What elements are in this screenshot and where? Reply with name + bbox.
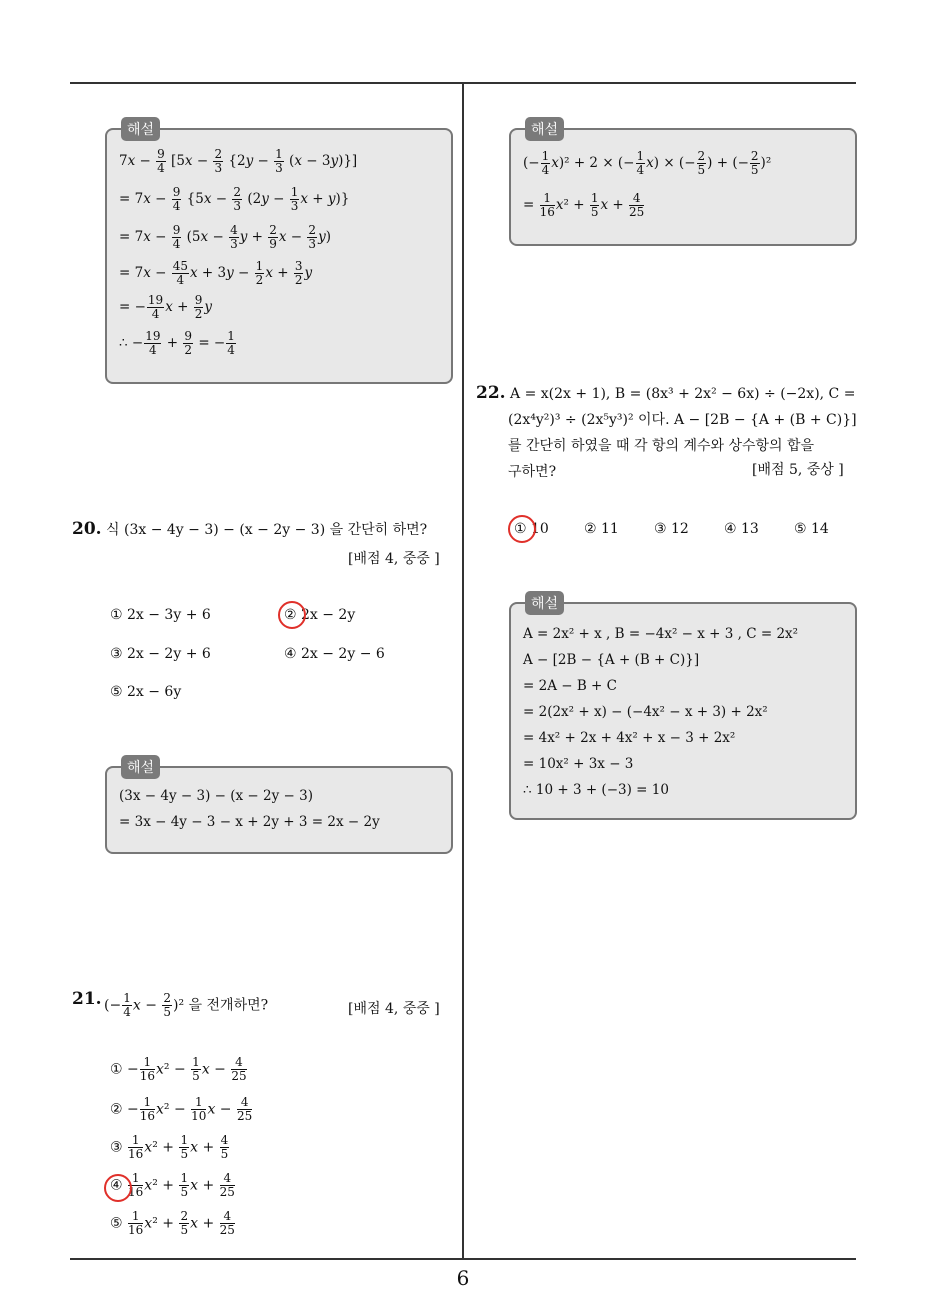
solution-label: 해설 — [525, 591, 564, 615]
q20-solution-line: = 3x − 4y − 3 − x + 2y + 3 = 2x − 2y — [119, 814, 380, 830]
q21-meta: [배점 4, 중중 ] — [348, 1001, 440, 1017]
q21-question — [72, 986, 102, 1013]
solution-label: 해설 — [525, 117, 564, 141]
q21-choice-1[interactable]: ① − $\frac{1}{16}$ x² − $\frac{1}{5}$ x − $\frac{4}{25}$ — [110, 1055, 247, 1083]
q22-choice-5[interactable]: ⑤ 14 — [794, 521, 829, 537]
q22-choice-2[interactable]: ② 11 — [584, 521, 619, 537]
q20-choice-2[interactable]: ② 2x − 2y — [284, 607, 356, 623]
q22-solution-line: = 10x² + 3x − 3 — [523, 756, 634, 772]
q22-solution-line: = 4x² + 2x + 4x² + x − 3 + 2x² — [523, 730, 736, 746]
bottom-rule — [70, 1258, 856, 1260]
q21-choice-5[interactable]: ⑤ $\frac{1}{16}$ x² + $\frac{2}{5}$ x + $\frac{4}{25}$ — [110, 1209, 235, 1237]
q20-meta: [배점 4, 중중 ] — [348, 551, 440, 567]
q19-solution-line: 7x − $\frac{9}{4}$ [5x − $\frac{2}{3}$ {2y − $\frac{1}{3}$ (x − 3y)}] — [119, 147, 358, 175]
column-divider — [462, 84, 464, 1260]
q22-choice-1[interactable]: ① 10 — [514, 521, 549, 537]
page-number: 6 — [456, 1266, 470, 1290]
q22-solution-box — [509, 596, 857, 820]
q22-choice-3[interactable]: ③ 12 — [654, 521, 689, 537]
selected-answer-circle — [104, 1174, 132, 1202]
q20-choice-5[interactable]: ⑤ 2x − 6y — [110, 684, 182, 700]
q19-solution-box — [105, 122, 453, 384]
q19-solution-line: = 7x − $\frac{9}{4}$ (5x − $\frac{4}{3}$ y + $\frac{2}{9}$ x − $\frac{2}{3}$ y) — [119, 223, 331, 251]
q20-choice-1[interactable]: ① 2x − 3y + 6 — [110, 607, 211, 623]
q20-choice-4[interactable]: ④ 2x − 2y − 6 — [284, 646, 385, 662]
q20-solution-box — [105, 760, 453, 854]
q20-question — [72, 516, 427, 543]
question-number: 20. — [72, 519, 102, 539]
q22-text-line: 구하면? — [508, 464, 557, 480]
q21-solution-box — [509, 122, 857, 246]
q22-solution-line: ∴ 10 + 3 + (−3) = 10 — [523, 782, 669, 798]
q21-choice-2[interactable]: ② − $\frac{1}{16}$ x² − $\frac{1}{10}$ x − $\frac{4}{25}$ — [110, 1095, 253, 1123]
q22-text-line: 를 간단히 하였을 때 각 항의 계수와 상수항의 합을 — [508, 438, 815, 454]
q22-solution-line: A = 2x² + x , B = −4x² − x + 3 , C = 2x² — [523, 626, 799, 642]
q22-text-line: A = x(2x + 1), B = (8x³ + 2x² − 6x) ÷ (−2x), C = — [510, 386, 856, 402]
q22-text-line: (2x⁴y²)³ ÷ (2x⁵y³)² 이다. A − [2B − {A + (B + C)}] — [508, 412, 857, 428]
q22-line-1 — [476, 380, 862, 407]
question-number: 21. — [72, 989, 102, 1009]
question-number: 22. — [476, 383, 506, 403]
q19-solution-line: = 7x − $\frac{45}{4}$ x + 3y − $\frac{1}{2}$ x + $\frac{3}{2}$ y — [119, 259, 313, 287]
q21-expression: (− $\frac{1}{4}$ x − $\frac{2}{5}$ )² 을 전개하면? — [104, 991, 269, 1019]
q22-choice-4[interactable]: ④ 13 — [724, 521, 759, 537]
q21-choice-3[interactable]: ③ $\frac{1}{16}$ x² + $\frac{1}{5}$ x + $\frac{4}{5}$ — [110, 1133, 229, 1161]
selected-answer-circle — [278, 601, 306, 629]
q22-solution-line: A − [2B − {A + (B + C)}] — [523, 652, 700, 668]
q22-meta: [배점 5, 중상 ] — [752, 462, 844, 478]
solution-label: 해설 — [121, 117, 160, 141]
q20-text: 식 (3x − 4y − 3) − (x − 2y − 3) 을 간단히 하면? — [106, 522, 428, 538]
q19-solution-line: ∴ − $\frac{19}{4}$ + $\frac{9}{2}$ = − $\frac{1}{4}$ — [119, 329, 235, 357]
solution-label: 해설 — [121, 755, 160, 779]
q22-solution-line: = 2(2x² + x) − (−4x² − x + 3) + 2x² — [523, 704, 768, 720]
q21-solution-line: = $\frac{1}{16}$ x² + $\frac{1}{5}$ x + $\frac{4}{25}$ — [523, 191, 645, 219]
q21-solution-line: (− $\frac{1}{4}$ x)² + 2 × (− $\frac{1}{4}$ x) × (− $\frac{2}{5}$ ) + (− $\frac{2}{5}$ )² — [523, 149, 772, 177]
q22-solution-line: = 2A − B + C — [523, 678, 617, 694]
q20-choice-3[interactable]: ③ 2x − 2y + 6 — [110, 646, 211, 662]
q20-solution-line: (3x − 4y − 3) − (x − 2y − 3) — [119, 788, 313, 804]
q19-solution-line: = 7x − $\frac{9}{4}$ {5x − $\frac{2}{3}$ (2y − $\frac{1}{3}$ x + y)} — [119, 185, 350, 213]
q19-solution-line: = − $\frac{19}{4}$ x + $\frac{9}{2}$ y — [119, 293, 213, 321]
q21-choice-4[interactable]: ④ $\frac{1}{16}$ x² + $\frac{1}{5}$ x + $\frac{4}{25}$ — [110, 1171, 235, 1199]
q21-text: )² 을 전개하면? — [173, 997, 269, 1014]
selected-answer-circle — [508, 515, 536, 543]
